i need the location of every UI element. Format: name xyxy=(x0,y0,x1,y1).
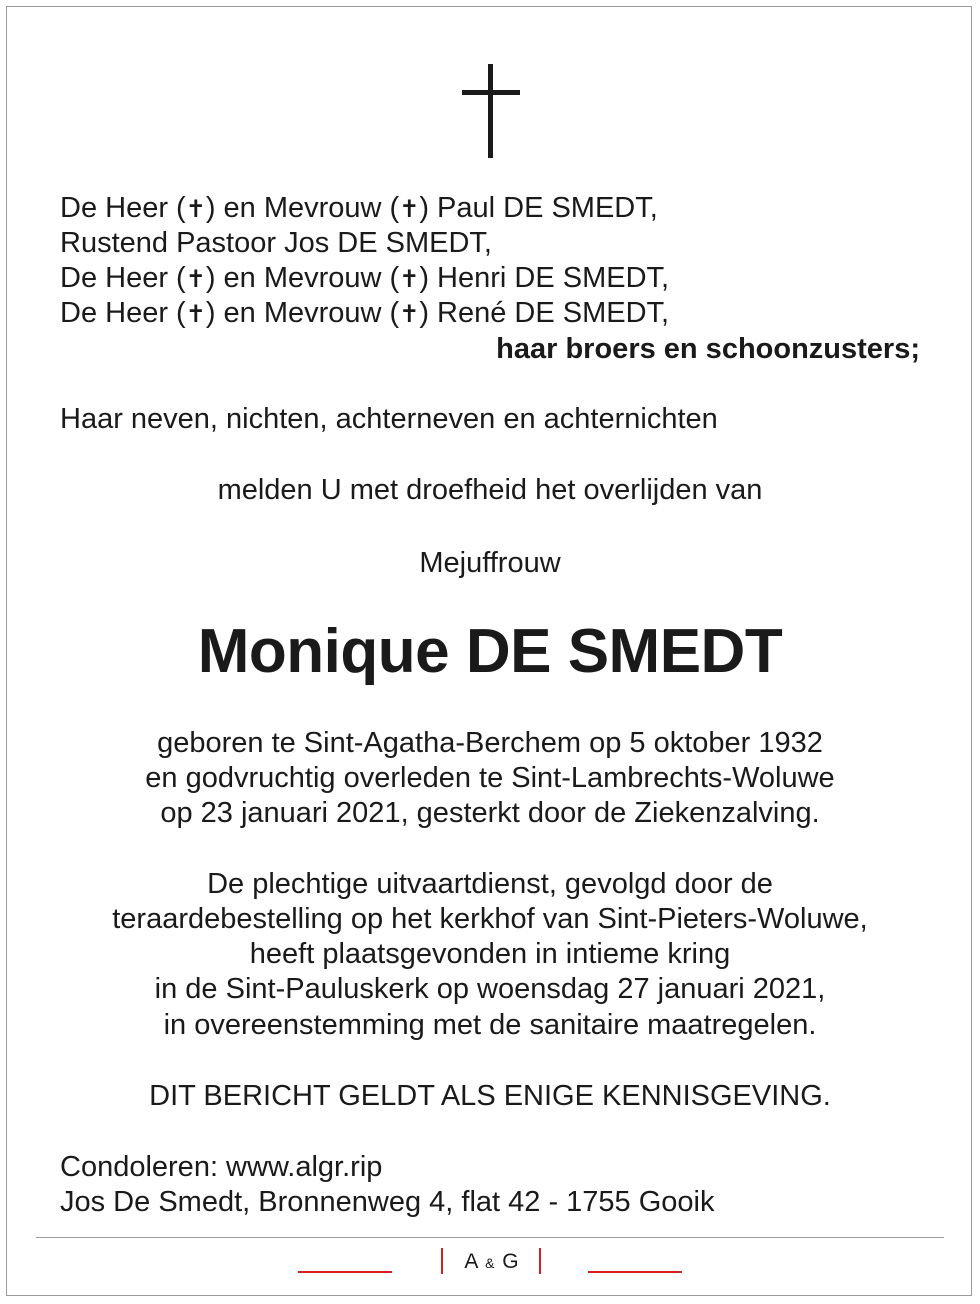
logo-bracket-left xyxy=(441,1248,443,1274)
family-line-4: De Heer (✝) en Mevrouw (✝) René DE SMEDT, xyxy=(60,297,670,329)
family-line-3: De Heer (✝) en Mevrouw (✝) Henri DE SMEDT, xyxy=(60,262,670,294)
funeral-line-2: teraardebestelling op het kerkhof van Sint-Pieters-Woluwe, xyxy=(112,903,868,935)
family-others: Haar neven, nichten, achterneven en achternichten xyxy=(60,403,718,435)
contact-address: Jos De Smedt, Bronnenweg 4, flat 42 - 1755 Gooik xyxy=(60,1186,715,1218)
funeral-line-5: in overeenstemming met de sanitaire maatregelen. xyxy=(163,1009,817,1041)
funeral-line-1: De plechtige uitvaartdienst, gevolgd door de xyxy=(207,868,773,900)
family-line-2: Rustend Pastoor Jos DE SMEDT, xyxy=(60,227,492,259)
deceased-cross-icon: ✝ xyxy=(185,266,206,293)
notice: DIT BERICHT GELDT ALS ENIGE KENNISGEVING. xyxy=(149,1080,831,1112)
condolences-link[interactable]: Condoleren: www.algr.rip xyxy=(60,1151,383,1183)
footer-red-line-right xyxy=(588,1271,682,1273)
family-line-1: De Heer (✝) en Mevrouw (✝) Paul DE SMEDT, xyxy=(60,192,658,224)
announcement-intro: melden U met droefheid het overlijden van xyxy=(217,474,763,506)
deceased-cross-icon: ✝ xyxy=(399,266,420,293)
deceased-cross-icon: ✝ xyxy=(399,196,420,223)
footer-red-line-left xyxy=(298,1271,392,1273)
ag-logo: A & G xyxy=(464,1250,520,1273)
death-info-2: op 23 januari 2021, gesterkt door de Ziekenzalving. xyxy=(160,797,820,829)
deceased-cross-icon: ✝ xyxy=(185,301,206,328)
deceased-title: Mejuffrouw xyxy=(419,547,561,579)
logo-bracket-right xyxy=(539,1248,541,1274)
deceased-cross-icon: ✝ xyxy=(399,301,420,328)
funeral-line-3: heeft plaatsgevonden in intieme kring xyxy=(249,938,731,970)
death-info-1: en godvruchtig overleden te Sint-Lambrechts-Woluwe xyxy=(145,762,835,794)
deceased-cross-icon: ✝ xyxy=(185,196,206,223)
cross-icon xyxy=(462,64,520,158)
family-relation: haar broers en schoonzusters; xyxy=(496,333,920,365)
birth-info: geboren te Sint-Agatha-Berchem op 5 oktober 1932 xyxy=(157,727,823,759)
deceased-name: Monique DE SMEDT xyxy=(197,617,783,686)
funeral-line-4: in de Sint-Pauluskerk op woensdag 27 januari 2021, xyxy=(154,973,826,1005)
footer-divider xyxy=(36,1237,944,1238)
